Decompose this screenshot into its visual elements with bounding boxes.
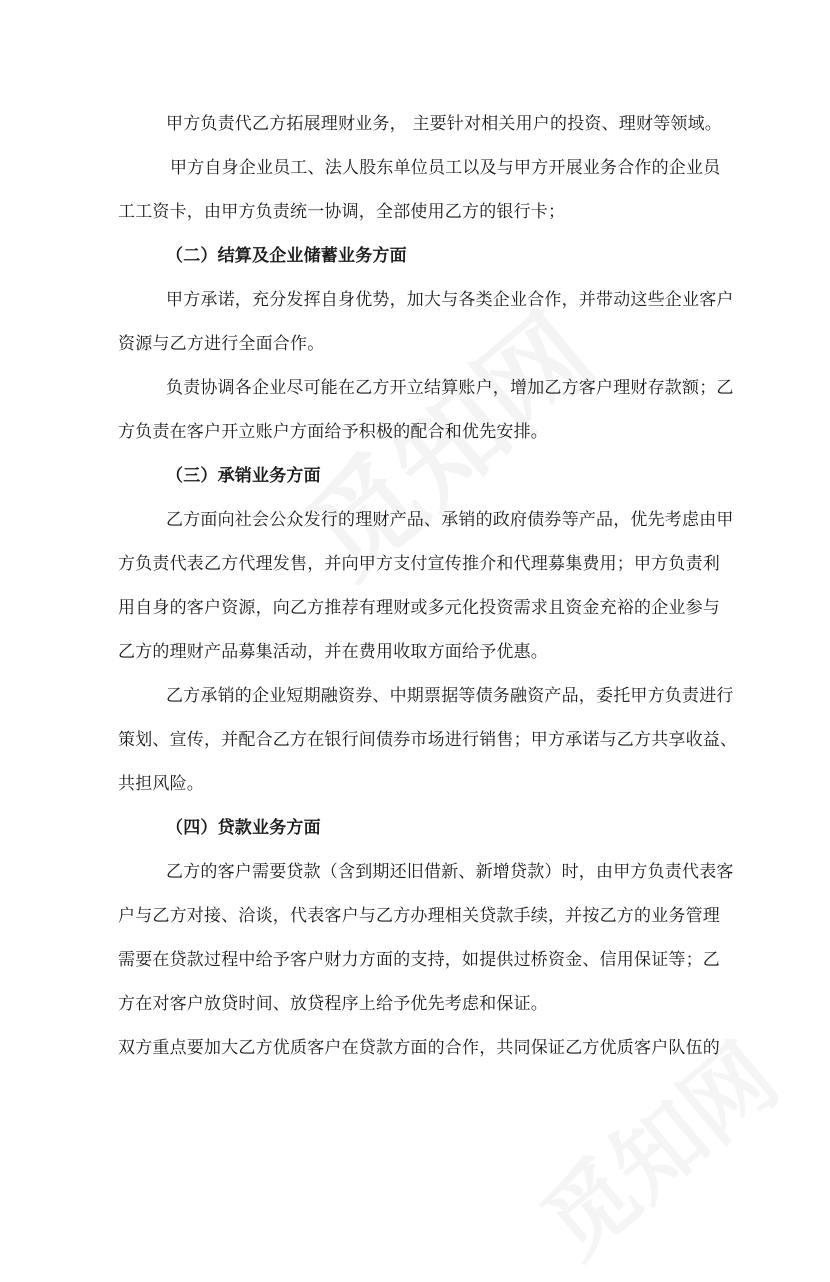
paragraph-line: 方在对客户放贷时间、放贷程序上给予优先考虑和保证。	[118, 994, 548, 1014]
paragraph-line: 双方重点要加大乙方优质客户在贷款方面的合作，共同保证乙方优质客户队伍的	[118, 1038, 720, 1058]
paragraph-line: 工工资卡，由甲方负责统一协调，全部使用乙方的银行卡；	[118, 202, 566, 222]
paragraph-line: 乙方面向社会公众发行的理财产品、承销的政府债券等产品，优先考虑由甲	[166, 510, 734, 530]
paragraph-line: 负责协调各企业尽可能在乙方开立结算账户，增加乙方客户理财存款额；乙	[166, 378, 734, 398]
paragraph-line: 乙方的客户需要贷款（含到期还旧借新、新增贷款）时，由甲方负责代表客	[166, 862, 734, 882]
paragraph-line: 乙方的理财产品募集活动，并在费用收取方面给予优惠。	[118, 642, 548, 662]
paragraph-line: 资源与乙方进行全面合作。	[118, 334, 325, 354]
paragraph-line: 甲方承诺，充分发挥自身优势，加大与各类企业合作，并带动这些企业客户	[166, 290, 734, 310]
paragraph-line: 方负责在客户开立账户方面给予积极的配合和优先安排。	[118, 422, 548, 442]
section-heading: （二）结算及企业储蓄业务方面	[166, 246, 407, 266]
section-heading: （三）承销业务方面	[166, 466, 321, 486]
section-heading: （四）贷款业务方面	[166, 818, 321, 838]
paragraph-line: 方负责代表乙方代理发售，并向甲方支付宣传推介和代理募集费用；甲方负责利	[118, 554, 720, 574]
paragraph-line: 户与乙方对接、洽谈，代表客户与乙方办理相关贷款手续，并按乙方的业务管理	[118, 906, 720, 926]
paragraph-line: 共担风险。	[118, 774, 204, 794]
paragraph-line: 乙方承销的企业短期融资券、中期票据等债务融资产品，委托甲方负责进行	[166, 686, 734, 706]
paragraph-line: 用自身的客户资源，向乙方推荐有理财或多元化投资需求且资金充裕的企业参与	[118, 598, 720, 618]
paragraph-line: 需要在贷款过程中给予客户财力方面的支持，如提供过桥资金、信用保证等；乙	[118, 950, 720, 970]
paragraph-line: 策划、宣传，并配合乙方在银行间债券市场进行销售；甲方承诺与乙方共享收益、	[118, 730, 738, 750]
paragraph-line: 甲方负责代乙方拓展理财业务， 主要针对相关用户的投资、理财等领域。	[166, 114, 723, 134]
paragraph-line: 甲方自身企业员工、法人股东单位员工以及与甲方开展业务合作的企业员	[170, 158, 721, 178]
